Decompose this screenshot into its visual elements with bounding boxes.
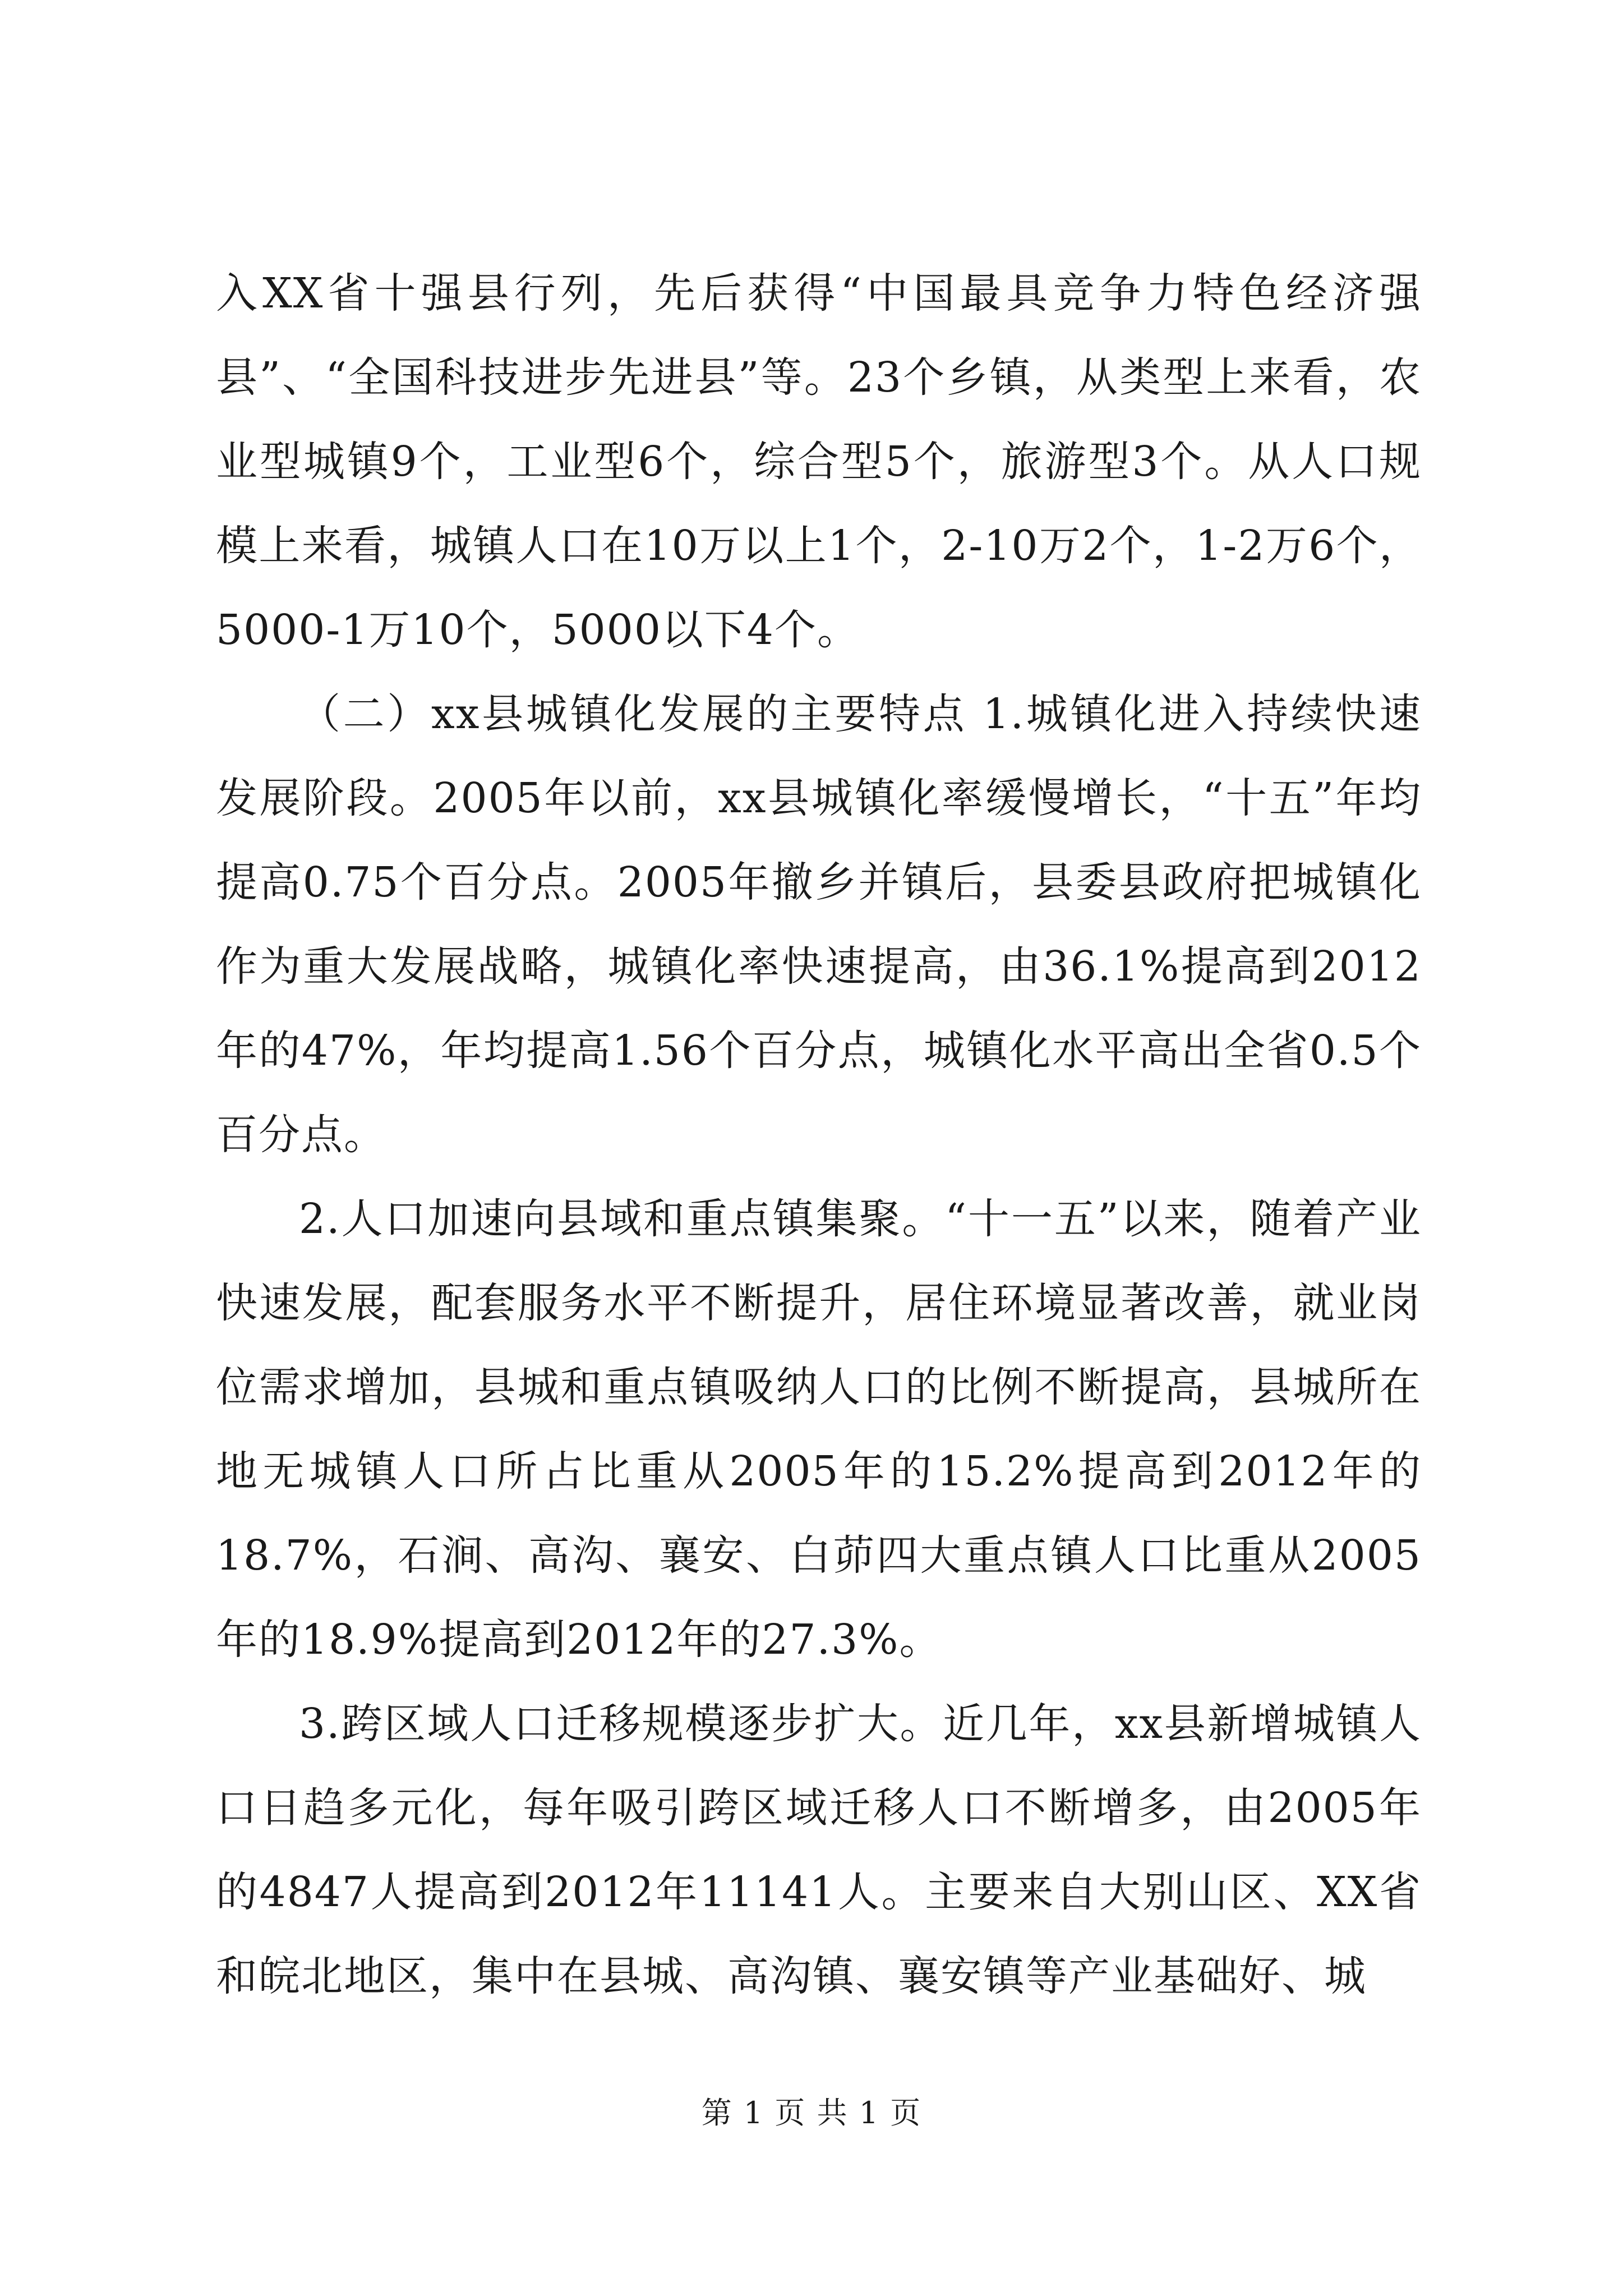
- paragraph-continuation: 入XX省十强县行列，先后获得“中国最具竞争力特色经济强县”、“全国科技进步先进县”等。23个乡镇，从类型上来看，农业型城镇9个，工业型6个，综合型5个，旅游型3个。从人口规模上来看，城镇人口在10万以上1个，2-10万2个，1-2万6个，5000-1万10个，5000以下4个。: [216, 269, 1422, 654]
- paragraph-point-two: 2.人口加速向县域和重点镇集聚。“十一五”以来，随着产业快速发展，配套服务水平不断提升，居住环境显著改善，就业岗位需求增加，县城和重点镇吸纳人口的比例不断提高，县城所在地无城镇人口所占比重从2005年的15.2%提高到2012年的18.7%，石涧、高沟、襄安、白茆四大重点镇人口比重从2005年的18.9%提高到2012年的27.3%。: [216, 1195, 1422, 1664]
- document-body: [216, 251, 1422, 2018]
- paragraph-section-two: （二）xx县城镇化发展的主要特点 1.城镇化进入持续快速发展阶段。2005年以前，xx县城镇化率缓慢增长，“十五”年均提高0.75个百分点。2005年撤乡并镇后，县委县政府把城镇化作为重大发展战略，城镇化率快速提高，由36.1%提高到2012年的47%，年均提高1.56个百分点，城镇化水平高出全省0.5个百分点。: [216, 690, 1422, 1159]
- paragraph-point-three: 3.跨区域人口迁移规模逐步扩大。近几年，xx县新增城镇人口日趋多元化，每年吸引跨区域迁移人口不断增多，由2005年的4847人提高到2012年11141人。主要来自大别山区、XX省和皖北地区，集中在县城、高沟镇、襄安镇等产业基础好、城: [216, 1700, 1422, 2000]
- page-number-footer: 第 1 页 共 1 页: [701, 2095, 922, 2131]
